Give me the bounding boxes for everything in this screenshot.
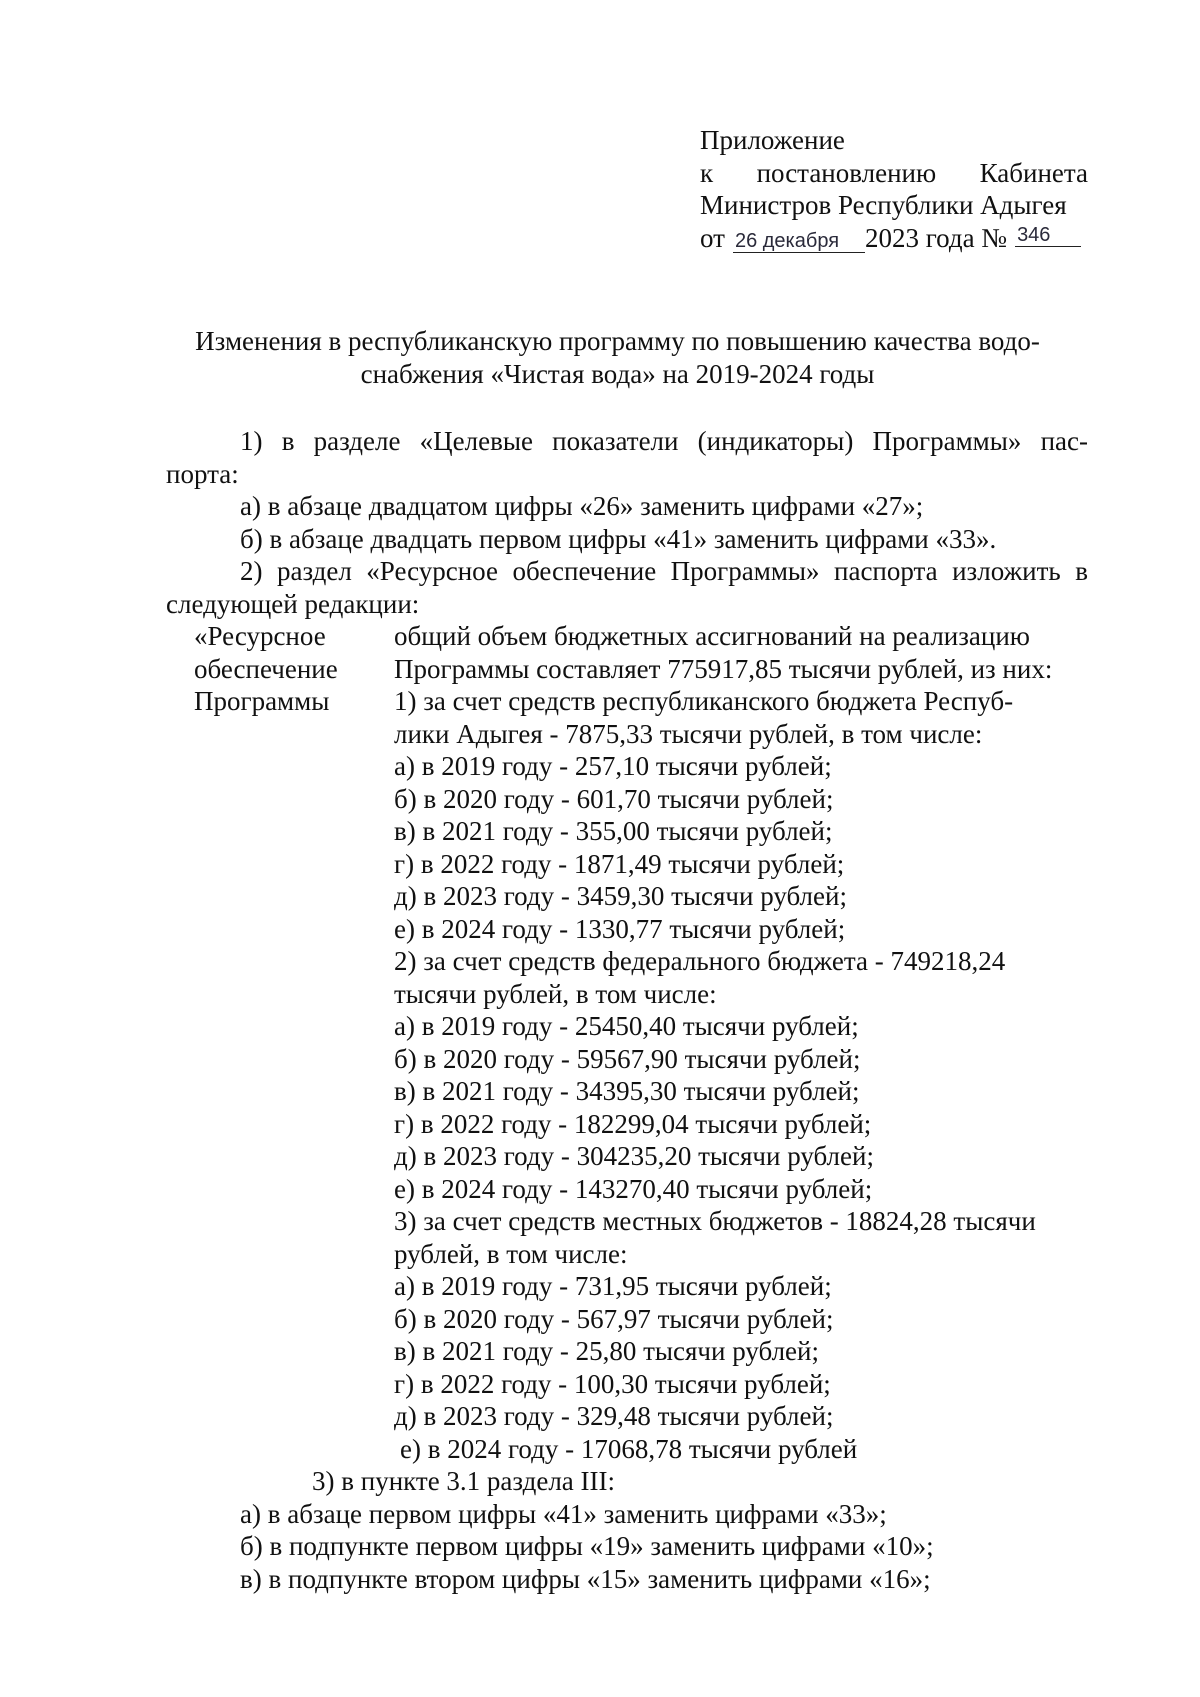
resource-line: г) в 2022 году - 182299,04 тысячи рублей;	[394, 1108, 872, 1139]
item-1-line-2: порта:	[166, 458, 239, 489]
appendix-line-2-k: к	[700, 157, 714, 188]
appendix-line-2	[700, 157, 1088, 190]
resource-line: г) в 2022 году - 1871,49 тысячи рублей;	[394, 848, 845, 879]
item-1-word: (индикаторы)	[697, 426, 854, 456]
appendix-date-line	[700, 222, 1088, 255]
handwritten-number: 346	[1015, 224, 1081, 247]
resource-line: лики Адыгея - 7875,33 тысячи рублей, в том числе:	[394, 718, 983, 749]
resource-line: е) в 2024 году - 1330,77 тысячи рублей;	[394, 913, 846, 944]
item-2-word: раздел	[276, 556, 352, 586]
item-1-sub-a: а) в абзаце двадцатом цифры «26» заменить цифрами «27»;	[240, 491, 924, 521]
item-2-word: «Ресурсное	[366, 556, 498, 586]
date-year: 2023 года №	[864, 222, 1008, 253]
appendix-line-3: Министров Республики Адыгея	[700, 190, 1067, 220]
resource-table	[194, 620, 1088, 1465]
resource-label-line: Программы	[194, 686, 330, 716]
item-2-word: паспорта	[834, 556, 938, 586]
handwritten-date: 26 декабря	[733, 230, 865, 253]
item-3	[166, 1465, 1088, 1595]
resource-line: общий объем бюджетных ассигнований на реализацию	[394, 621, 1030, 651]
resource-line: а) в 2019 году - 25450,40 тысячи рублей;	[394, 1011, 859, 1041]
item-1-sub-b: б) в абзаце двадцать первом цифры «41» заменить цифрами «33».	[240, 523, 997, 554]
item-1-word: показатели	[552, 426, 679, 456]
item-1-word: «Целевые	[419, 426, 533, 456]
resource-line: а) в 2019 году - 731,95 тысячи рублей;	[394, 1271, 832, 1301]
item-2-word: 2)	[240, 556, 263, 586]
item-3-sub-a: а) в абзаце первом цифры «41» заменить цифрами «33»;	[240, 1498, 887, 1529]
resource-line: 1) за счет средств республиканского бюджета Респуб-	[394, 686, 1014, 716]
date-prefix: от	[700, 222, 725, 253]
item-3-line-1: 3) в пункте 3.1 раздела III:	[312, 1466, 615, 1496]
appendix-header	[700, 124, 1088, 254]
item-2-word: изложить	[952, 556, 1061, 586]
item-2-line-1	[166, 555, 1088, 588]
appendix-line-2-cabinet: Кабинета	[979, 157, 1088, 188]
resource-line: 2) за счет средств федерального бюджета - 749218,24	[394, 946, 1006, 976]
resource-line: д) в 2023 году - 329,48 тысячи рублей;	[394, 1401, 834, 1431]
resource-label-line: обеспечение	[194, 653, 338, 684]
resource-line: б) в 2020 году - 567,97 тысячи рублей;	[394, 1303, 834, 1334]
resource-line: в) в 2021 году - 355,00 тысячи рублей;	[394, 816, 833, 846]
resource-line: 3) за счет средств местных бюджетов - 18824,28 тысячи	[394, 1206, 1036, 1236]
item-2-word: в	[1075, 556, 1088, 586]
appendix-line-2-resolution: постановлению	[756, 157, 937, 188]
resource-line: д) в 2023 году - 304235,20 тысячи рублей;	[394, 1141, 874, 1171]
appendix-heading: Приложение	[700, 125, 845, 155]
resource-line: в) в 2021 году - 25,80 тысячи рублей;	[394, 1336, 819, 1366]
item-3-sub-b: б) в подпункте первом цифры «19» заменить цифрами «10»;	[240, 1531, 934, 1561]
item-1-word: в	[281, 426, 295, 456]
resource-content-column	[394, 620, 1088, 1465]
item-1-word: 1)	[240, 426, 263, 456]
title-line-2: снабжения «Чистая вода» на 2019-2024 годы	[360, 358, 875, 389]
resource-line: в) в 2021 году - 34395,30 тысячи рублей;	[394, 1076, 860, 1106]
document-body	[166, 425, 1088, 1595]
resource-label-line: «Ресурсное	[194, 621, 326, 651]
resource-line: е) в 2024 году - 143270,40 тысячи рублей;	[394, 1173, 873, 1204]
resource-line: а) в 2019 году - 257,10 тысячи рублей;	[394, 751, 832, 781]
item-1-word: Программы»	[872, 426, 1022, 456]
resource-line: рублей, в том числе:	[394, 1238, 628, 1269]
item-1-word: пас-	[1040, 426, 1088, 456]
item-1-word: разделе	[313, 426, 401, 456]
resource-line: е) в 2024 году - 17068,78 тысячи рублей	[400, 1433, 858, 1464]
item-2-word: Программы»	[670, 556, 820, 586]
document-title	[150, 325, 1085, 390]
resource-line: д) в 2023 году - 3459,30 тысячи рублей;	[394, 881, 847, 911]
item-2-word: обеспечение	[512, 556, 657, 586]
resource-line: б) в 2020 году - 601,70 тысячи рублей;	[394, 783, 834, 814]
resource-line: г) в 2022 году - 100,30 тысячи рублей;	[394, 1368, 831, 1399]
item-1-line-1	[166, 425, 1088, 458]
item-2-line-2: следующей редакции:	[166, 588, 420, 619]
resource-line: тысячи рублей, в том числе:	[394, 978, 717, 1009]
resource-label-column	[194, 620, 394, 1465]
title-line-1: Изменения в республиканскую программу по повышению качества водо-	[195, 326, 1040, 356]
resource-line: Программы составляет 775917,85 тысячи рублей, из них:	[394, 653, 1053, 684]
item-3-sub-c: в) в подпункте втором цифры «15» заменить цифрами «16»;	[240, 1563, 931, 1594]
resource-line: б) в 2020 году - 59567,90 тысячи рублей;	[394, 1043, 861, 1074]
